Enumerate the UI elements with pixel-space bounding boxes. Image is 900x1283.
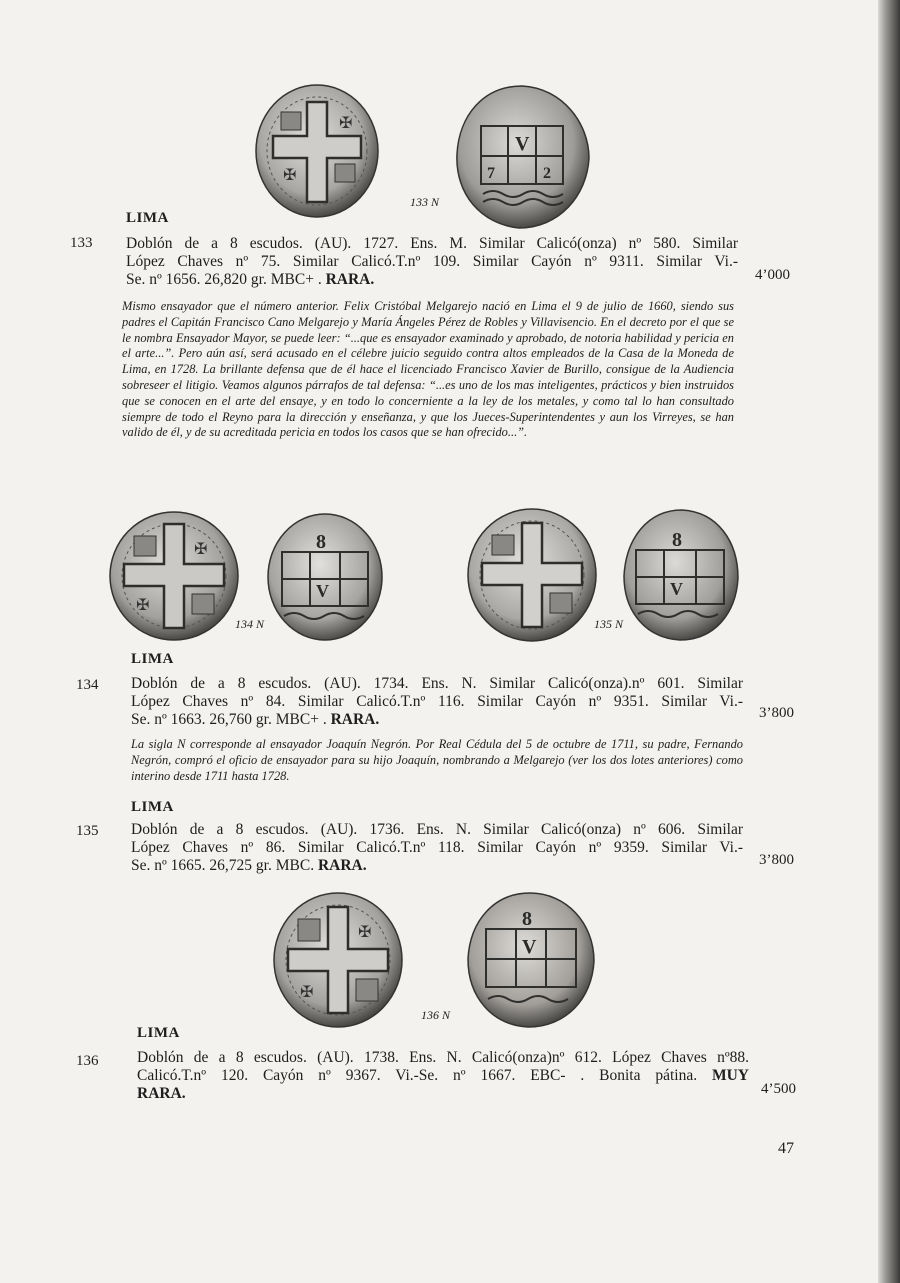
svg-text:8: 8: [522, 908, 532, 930]
lot-136-description-line-2: Calicó.T.nº 120. Cayón nº 9367. Vi.-Se. nº 1667. EBC- . Bonita pátina.: [137, 1067, 698, 1084]
lot-134-description-line-3: Se. nº 1663. 26,760 gr. MBC+ .: [131, 711, 327, 728]
lot-134-description: [131, 675, 743, 729]
lot-133-rarity: RARA.: [325, 271, 375, 288]
page-number: 47: [778, 1140, 794, 1157]
lot-135-description: [131, 821, 743, 875]
lot-136-number: 136: [76, 1053, 99, 1069]
coin-135-reverse: [622, 508, 740, 642]
lot-134-note: La sigla N corresponde al ensayador Joaquín Negrón. Por Real Cédula del 5 de octubre de 1711, su padre, Fernando Negrón, compró el oficio de ensayador para su hijo Joaquín, nombrando a Melgarejo (ver los dos lotes anteriores) como interino desde 1711 hasta 1728.: [131, 737, 743, 783]
coin-133-obverse: [255, 84, 379, 218]
lot-135-description-line-1: Doblón de a 8 escudos. (AU). 1736. Ens. N. Similar Calicó(onza) nº 606. Similar: [131, 821, 743, 838]
lot-134-rarity: RARA.: [330, 711, 380, 728]
svg-text:V: V: [670, 579, 683, 599]
lot-136-description-line-1: Doblón de a 8 escudos. (AU). 1738. Ens. N. Calicó(onza)nº 612. López Chaves nº88.: [137, 1049, 749, 1066]
photo-caption-135: 135 N: [594, 617, 624, 631]
coin-135-obverse: [466, 507, 598, 643]
coin-136-reverse: [466, 891, 596, 1029]
lot-134-description-line-2: López Chaves nº 84. Similar Calicó.T.nº 116. Similar Cayón nº 9351. Similar Vi.-: [131, 693, 743, 710]
lot-134-description-line-1: Doblón de a 8 escudos. (AU). 1734. Ens. N. Similar Calicó(onza).nº 601. Similar: [131, 675, 743, 692]
coin-136-obverse: [272, 891, 404, 1029]
lot-133-description-line-3: Se. nº 1656. 26,820 gr. MBC+ .: [126, 271, 322, 288]
page-edge-shadow: [878, 0, 900, 1283]
svg-text:V: V: [515, 133, 530, 155]
lot-133-price: 4’000: [755, 267, 790, 283]
lot-136-description: [137, 1049, 749, 1103]
coin-134-reverse: [266, 512, 384, 642]
lot-133-note: Mismo ensayador que el número anterior. Felix Cristóbal Melgarejo nació en Lima el 9 de julio de 1660, siendo sus padres el Capitán Francisco Cano Melgarejo y María Ángeles Pérez de Robles y Villavisencio. En el decreto por el que se le nombra Ensayador Mayor, se puede leer: “...que es ensayador examinado y aprobado, de notoria habilidad y pericia en el arte...”. Pero aún así, será acusado en el célebre juicio seguido contra altos empleados de la Casa de la Moneda de Lima, en 1728. La brillante defensa que de él hace el licenciado Francisco Xavier de Burillo, consigue de la Audiencia sobreseer el litigio. Veamos algunos párrafos de tal defensa: “...es uno de los mas inteligentes, prácticos y bien instruidos que se conocen en el arte del ensaye, y en todo lo concerniente a la ley de los metales, y como tal lo han consultado siempre de todo el Reyno para la dirección y enseñanza, y que los Jueces-Superintendentes y aun los Virreyes, se han valido de él, y de su acreditada pericia en todos los casos que se han ofrecido...”.: [122, 299, 734, 440]
lot-135-price: 3’800: [759, 852, 794, 868]
lot-136-rarity-word-1: MUY: [711, 1067, 750, 1084]
svg-text:2: 2: [543, 165, 551, 182]
svg-text:✠: ✠: [283, 165, 297, 184]
svg-text:V: V: [522, 936, 537, 958]
lot-136-city: LIMA: [137, 1025, 180, 1041]
lot-136-rarity-word-2: RARA.: [137, 1085, 186, 1102]
lot-135-description-line-3: Se. nº 1665. 26,725 gr. MBC.: [131, 857, 315, 874]
photo-caption-133: 133 N: [410, 195, 440, 209]
lot-135-number: 135: [76, 823, 99, 839]
svg-text:8: 8: [672, 529, 682, 551]
svg-text:✠: ✠: [300, 982, 314, 1001]
lot-134-number: 134: [76, 677, 99, 693]
svg-text:✠: ✠: [358, 922, 372, 941]
photo-caption-134: 134 N: [235, 617, 265, 631]
lot-133-description-line-1: Doblón de a 8 escudos. (AU). 1727. Ens. M. Similar Calicó(onza) nº 580. Similar: [126, 235, 738, 252]
coin-134-obverse: [108, 510, 240, 642]
photo-caption-136: 136 N: [421, 1008, 451, 1022]
lot-135-description-line-2: López Chaves nº 86. Similar Calicó.T.nº 118. Similar Cayón nº 9359. Similar Vi.-: [131, 839, 743, 856]
lot-135-rarity: RARA.: [317, 857, 367, 874]
svg-text:7: 7: [487, 165, 495, 182]
lot-134-city: LIMA: [131, 651, 174, 667]
svg-text:V: V: [316, 581, 329, 601]
lot-133-city: LIMA: [126, 210, 169, 226]
svg-text:✠: ✠: [194, 539, 208, 558]
lot-133-description: [126, 235, 738, 289]
coin-133-reverse: [453, 84, 591, 230]
lot-135-city: LIMA: [131, 799, 174, 815]
lot-136-price: 4’500: [761, 1081, 796, 1097]
lot-133-description-line-2: López Chaves nº 75. Similar Calicó.T.nº 109. Similar Cayón nº 9311. Similar Vi.-: [126, 253, 738, 270]
lot-134-price: 3’800: [759, 705, 794, 721]
svg-text:✠: ✠: [136, 595, 150, 614]
lot-133-number: 133: [70, 235, 93, 251]
svg-text:✠: ✠: [339, 113, 353, 132]
svg-text:8: 8: [316, 531, 326, 553]
